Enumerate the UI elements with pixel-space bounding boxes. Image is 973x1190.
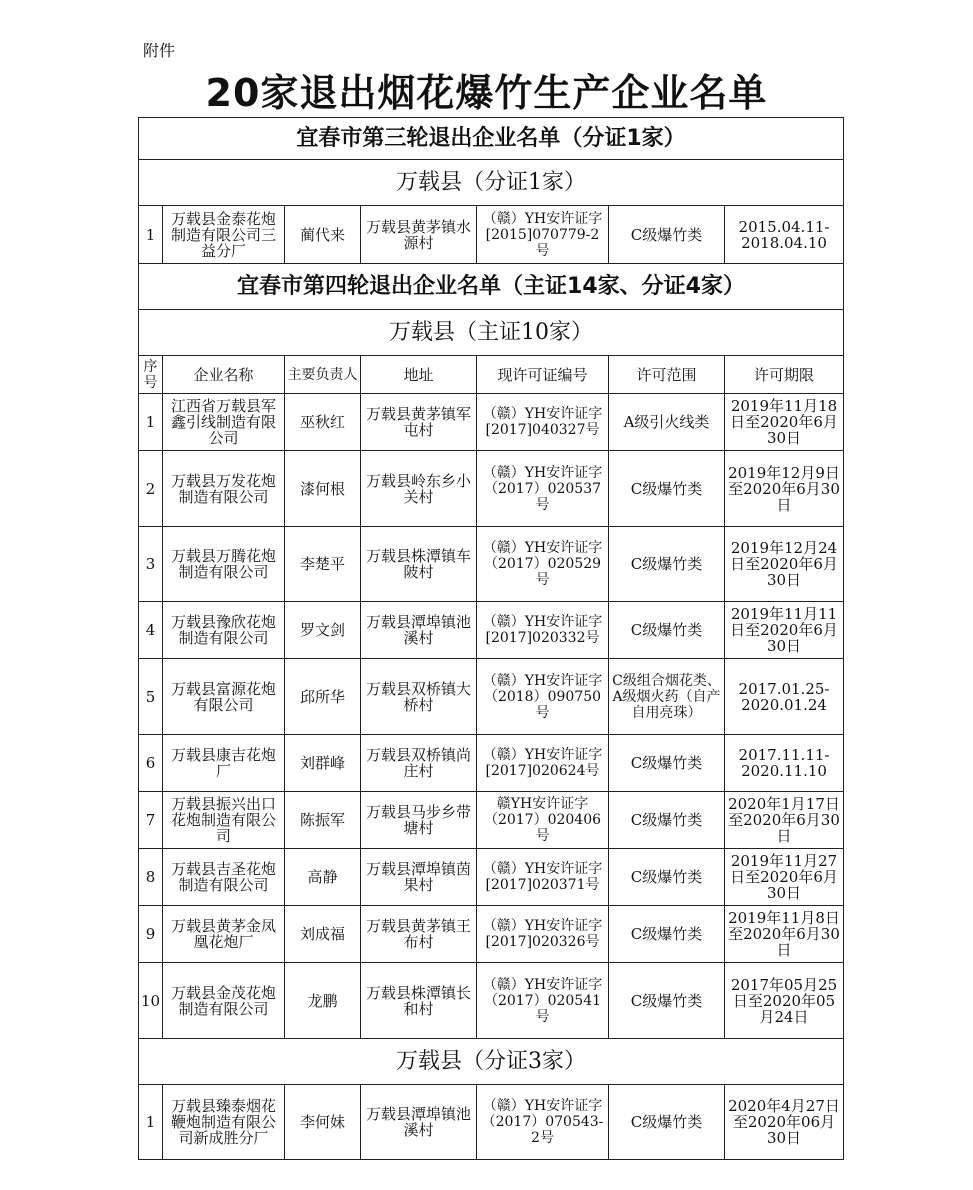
attachment-label: 附件: [143, 41, 176, 60]
license-period: 2019年12月24日至2020年6月30日: [725, 527, 844, 602]
enterprise-name: 万载县万发花炮制造有限公司: [163, 451, 285, 527]
address: 万载县潭埠镇茵果村: [361, 849, 477, 906]
license-number: （赣）YH安许证字（2017）020541号: [477, 963, 609, 1039]
row-number: 1: [139, 206, 163, 264]
responsible-person: 李何妹: [285, 1085, 361, 1160]
address: 万载县潭埠镇池溪村: [361, 1085, 477, 1160]
row-number: 3: [139, 527, 163, 602]
license-number: （赣）YH安许证字[2017]040327号: [477, 394, 609, 451]
responsible-person: 邱所华: [285, 659, 361, 735]
header-number: 序号: [139, 356, 163, 394]
table-row: [139, 963, 844, 1039]
enterprise-name: 万载县吉圣花炮制造有限公司: [163, 849, 285, 906]
header-period: 许可期限: [725, 356, 844, 394]
section4-title: 宜春市第四轮退出企业名单（主证14家、分证4家）: [139, 264, 844, 310]
section3-title: 宜春市第三轮退出企业名单（分证1家）: [139, 118, 844, 160]
license-period: 2019年11月27日至2020年6月30日: [725, 849, 844, 906]
enterprise-name: 万载县豫欣花炮制造有限公司: [163, 602, 285, 659]
license-period: 2015.04.11-2018.04.10: [725, 206, 844, 264]
row-number: 1: [139, 1085, 163, 1160]
table-row: [139, 659, 844, 735]
enterprise-name: 万载县康吉花炮厂: [163, 735, 285, 792]
license-number: （赣）YH安许证字（2017）020537号: [477, 451, 609, 527]
license-number: （赣）YH安许证字[2017]020371号: [477, 849, 609, 906]
header-scope: 许可范围: [609, 356, 725, 394]
license-scope: C级爆竹类: [609, 849, 725, 906]
license-number: （赣）YH安许证字[2017]020332号: [477, 602, 609, 659]
section4-county-branch: 万载县（分证3家）: [139, 1039, 844, 1085]
license-number: （赣）YH安许证字[2017]020326号: [477, 906, 609, 963]
license-scope: C级爆竹类: [609, 792, 725, 849]
responsible-person: 陈振军: [285, 792, 361, 849]
row-number: 5: [139, 659, 163, 735]
table-row: [139, 527, 844, 602]
license-number: 赣YH安许证字（2017）020406号: [477, 792, 609, 849]
responsible-person: 罗文剑: [285, 602, 361, 659]
header-person: 主要负责人: [285, 356, 361, 394]
license-period: 2019年11月8日至2020年6月30日: [725, 906, 844, 963]
address: 万载县马步乡带塘村: [361, 792, 477, 849]
license-period: 2017年05月25日至2020年05月24日: [725, 963, 844, 1039]
license-scope: C级爆竹类: [609, 1085, 725, 1160]
enterprise-table: [138, 117, 844, 1160]
address: 万载县黄茅镇军屯村: [361, 394, 477, 451]
responsible-person: 刘成福: [285, 906, 361, 963]
page-title: 20家退出烟花爆竹生产企业名单: [205, 71, 768, 115]
license-scope: C级爆竹类: [609, 906, 725, 963]
license-period: 2020年1月17日至2020年6月30日: [725, 792, 844, 849]
license-scope: C级组合烟花类、A级烟火药（自产自用亮珠）: [609, 659, 725, 735]
row-number: 9: [139, 906, 163, 963]
license-period: 2019年11月11日至2020年6月30日: [725, 602, 844, 659]
enterprise-name: 万载县富源花炮有限公司: [163, 659, 285, 735]
table-row: [139, 1085, 844, 1160]
row-number: 2: [139, 451, 163, 527]
license-scope: C级爆竹类: [609, 451, 725, 527]
responsible-person: 蔺代来: [285, 206, 361, 264]
table-row: [139, 906, 844, 963]
license-number: （赣）YH安许证字（2017）020529号: [477, 527, 609, 602]
responsible-person: 李楚平: [285, 527, 361, 602]
license-period: 2017.01.25-2020.01.24: [725, 659, 844, 735]
address: 万载县株潭镇长和村: [361, 963, 477, 1039]
header-address: 地址: [361, 356, 477, 394]
address: 万载县双桥镇大桥村: [361, 659, 477, 735]
license-scope: A级引火线类: [609, 394, 725, 451]
address: 万载县潭埠镇池溪村: [361, 602, 477, 659]
header-license: 现许可证编号: [477, 356, 609, 394]
address: 万载县黄茅镇水源村: [361, 206, 477, 264]
section4-county-main: 万载县（主证10家）: [139, 310, 844, 356]
enterprise-name: 万载县万腾花炮制造有限公司: [163, 527, 285, 602]
row-number: 1: [139, 394, 163, 451]
license-scope: C级爆竹类: [609, 602, 725, 659]
address: 万载县双桥镇尚庄村: [361, 735, 477, 792]
responsible-person: 龙鹏: [285, 963, 361, 1039]
address: 万载县黄茅镇王布村: [361, 906, 477, 963]
license-scope: C级爆竹类: [609, 206, 725, 264]
license-number: （赣）YH安许证字（2018）090750号: [477, 659, 609, 735]
responsible-person: 刘群峰: [285, 735, 361, 792]
license-period: 2020年4月27日至2020年06月30日: [725, 1085, 844, 1160]
responsible-person: 巫秋红: [285, 394, 361, 451]
enterprise-name: 万载县黄茅金凤凰花炮厂: [163, 906, 285, 963]
row-number: 8: [139, 849, 163, 906]
address: 万载县株潭镇车陂村: [361, 527, 477, 602]
row-number: 7: [139, 792, 163, 849]
enterprise-name: 江西省万载县军鑫引线制造有限公司: [163, 394, 285, 451]
license-number: （赣）YH安许证字[2015]070779-2号: [477, 206, 609, 264]
license-scope: C级爆竹类: [609, 735, 725, 792]
enterprise-name: 万载县金茂花炮制造有限公司: [163, 963, 285, 1039]
row-number: 6: [139, 735, 163, 792]
responsible-person: 高静: [285, 849, 361, 906]
enterprise-name: 万载县金泰花炮制造有限公司三益分厂: [163, 206, 285, 264]
license-number: （赣）YH安许证字（2017）070543-2号: [477, 1085, 609, 1160]
address: 万载县岭东乡小关村: [361, 451, 477, 527]
license-number: （赣）YH安许证字[2017]020624号: [477, 735, 609, 792]
enterprise-name: 万载县臻泰烟花鞭炮制造有限公司新成胜分厂: [163, 1085, 285, 1160]
section3-county: 万载县（分证1家）: [139, 160, 844, 206]
license-scope: C级爆竹类: [609, 527, 725, 602]
table-row: [139, 451, 844, 527]
table-row: [139, 602, 844, 659]
table-row: [139, 206, 844, 264]
row-number: 4: [139, 602, 163, 659]
row-number: 10: [139, 963, 163, 1039]
enterprise-name: 万载县振兴出口花炮制造有限公司: [163, 792, 285, 849]
license-period: 2019年11月18日至2020年6月30日: [725, 394, 844, 451]
table-row: [139, 735, 844, 792]
header-name: 企业名称: [163, 356, 285, 394]
table-row: [139, 394, 844, 451]
responsible-person: 漆何根: [285, 451, 361, 527]
table-row: [139, 849, 844, 906]
license-period: 2017.11.11-2020.11.10: [725, 735, 844, 792]
license-scope: C级爆竹类: [609, 963, 725, 1039]
table-header-row: [139, 356, 844, 394]
license-period: 2019年12月9日至2020年6月30日: [725, 451, 844, 527]
table-row: [139, 792, 844, 849]
